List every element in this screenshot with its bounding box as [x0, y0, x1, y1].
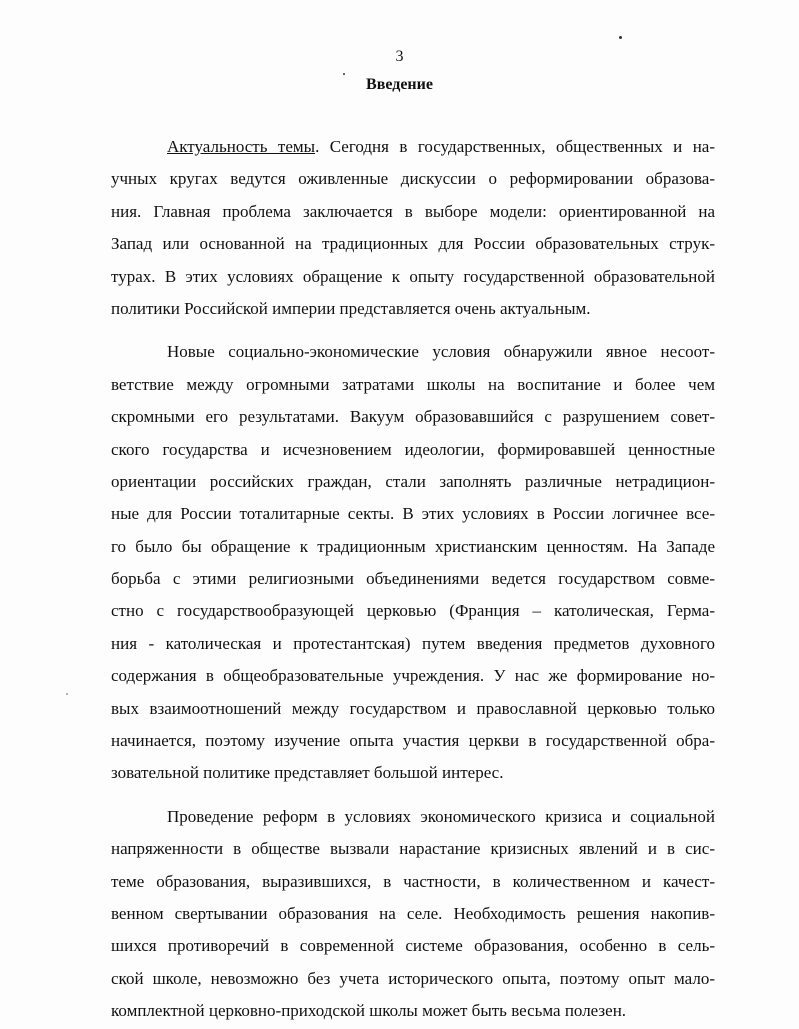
scan-speck: [124, 983, 126, 985]
scan-speck: [343, 73, 345, 75]
paragraph-line: вых взаимоотношений между государством и православной церковью только: [111, 698, 715, 718]
page-title: Введение: [366, 76, 433, 93]
paragraph-line: скромными его результатами. Вакуум образовавшийся с разрушением совет-: [111, 407, 715, 427]
paragraph-line: ского государства и исчезновением идеологии, формировавшей ценностные: [111, 439, 715, 459]
paragraph-line: теме образования, выразившихся, в частности, в количественном и качест-: [111, 871, 715, 891]
paragraph-line: комплектной церковно-приходской школы может быть весьма полезен.: [111, 1001, 627, 1021]
paragraph-line: зовательной политике представляет большой интерес.: [111, 763, 504, 783]
topic-relevance-label: Актуальность темы: [167, 137, 316, 156]
paragraph-social-conditions: [111, 336, 715, 789]
paragraph-line: го было бы обращение к традиционным христианским ценностям. На Западе: [111, 536, 715, 556]
paragraph-line: начинается, поэтому изучение опыта участия церкви в государственной обра-: [111, 731, 715, 751]
paragraph-reforms: [111, 801, 715, 1028]
paragraph-line: шихся противоречий в современной системе образования, особенно в сель-: [111, 936, 715, 956]
page-number: 3: [395, 48, 404, 65]
paragraph-line: учных кругах ведутся оживленные дискуссии о реформировании образова-: [111, 169, 715, 189]
paragraph-line: ния. Главная проблема заключается в выборе модели: ориентированной на: [111, 201, 715, 221]
paragraph-line: борьба с этими религиозными объединениями ведется государством совме-: [111, 569, 715, 589]
paragraph-relevance: [111, 131, 715, 325]
paragraph-line: напряженности в обществе вызвали нарастание кризисных явлений и в сис-: [111, 839, 715, 859]
paragraph-line: венном свертывании образования на селе. Необходимость решения накопив-: [111, 903, 715, 923]
paragraph-line: Новые социально-экономические условия обнаружили явное несоот-: [167, 342, 715, 362]
body-text: [111, 131, 715, 1028]
paragraph-line: ветствие между огромными затратами школы на воспитание и более чем: [111, 374, 715, 394]
paragraph-line: ориентации российских граждан, стали заполнять различные нетрадицион-: [111, 471, 715, 491]
paragraph-line: политики Российской империи представляется очень актуальным.: [111, 298, 591, 318]
paragraph-line: содержания в общеобразовательные учреждения. У нас же формирование но-: [111, 666, 715, 686]
paragraph-line: Запад или основанной на традиционных для России образовательных струк-: [111, 234, 715, 254]
paragraph-line: ния - католическая и протестантская) путем введения предметов духовного: [111, 633, 715, 653]
scan-speck: [66, 693, 68, 695]
paragraph-line: Проведение реформ в условиях экономического кризиса и социальной: [167, 806, 715, 826]
paragraph-line: стно с государствообразующей церковью (Франция – католическая, Герма-: [111, 601, 715, 621]
paragraph-line: ской школе, невозможно без учета исторического опыта, поэтому опыт мало-: [111, 968, 715, 988]
paragraph-line: турах. В этих условиях обращение к опыту государственной образовательной: [111, 266, 715, 286]
paragraph-line: Актуальность темы. Сегодня в государственных, общественных и на-: [167, 137, 715, 156]
scan-speck: [619, 36, 622, 39]
paragraph-line: ные для России тоталитарные секты. В этих условиях в России логичнее все-: [111, 504, 715, 524]
